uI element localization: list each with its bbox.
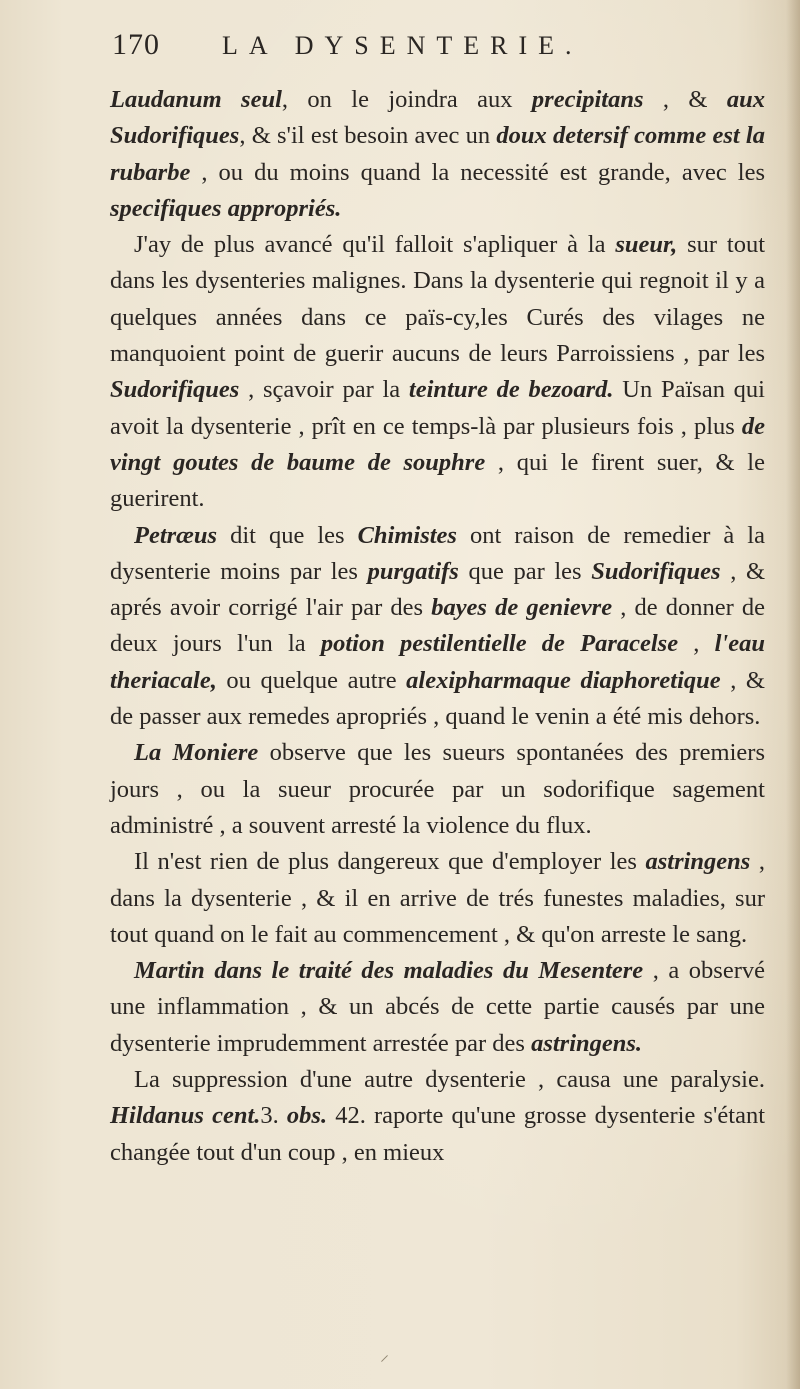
italic-text: Laudanum seul [110,86,282,113]
italic-text: astringens. [531,1029,643,1057]
text-segment: , qui le firent suer, & le guerirent. [110,448,765,513]
text-segment: dit que les [217,521,358,549]
page-edge-shadow [786,0,800,1389]
italic-text: astringens [645,848,751,876]
text-segment: , sçavoir par la [239,376,409,404]
text-segment: 42. raporte qu'une grosse dysenterie s'étant changée tout d'un coup , en mieux [110,1102,766,1166]
paragraph [110,953,765,1062]
text-segment: ou quelque autre [216,666,407,694]
paragraph [110,518,765,736]
italic-text: Petræus [134,521,218,549]
paragraph [110,82,765,227]
text-segment: La suppression d'une autre dysenterie , causa une paralysie. [134,1066,765,1094]
text-segment: , a observé une inflammation , & un abcés de cette partie causés par une dysenterie imprudemment arrestée par des [110,957,765,1057]
italic-text: teinture de bezoard. [408,376,614,404]
body-text [110,82,765,1171]
italic-text: doux detersif comme est la rubarbe [110,122,765,186]
italic-text: Hildanus cent. [110,1102,261,1130]
text-segment: Il n'est rien de plus dangereux que d'employer les [134,848,646,876]
text-segment: , & de passer aux remedes apropriés , quand le venin a été mis dehors. [110,666,765,731]
text-segment: observe que les sueurs spontanées des premiers jours , ou la sueur procurée par un sodorifique sagement administré , a souvent arresté la violence du flux. [110,739,765,839]
italic-text: purgatifs [367,557,459,585]
italic-text: sueur, [615,231,678,259]
text-segment: , [678,630,715,658]
italic-text: alexipharmaque diaphoretique [406,666,721,694]
text-segment: , ou du moins quand la necessité est grande, avec les [190,158,765,186]
text-segment: , dans la dysenterie , & il en arrive de trés funestes maladies, sur tout quand on le fait au commencement , & qu'on arreste le sang. [110,848,765,948]
italic-text: La Moniere [134,739,259,767]
text-segment: , & s'il est besoin avec un [239,122,497,150]
text-segment: , & aprés avoir corrigé l'air par des [110,557,766,622]
text-segment: J'ay de plus avancé qu'il falloit s'apliquer à la [134,231,616,259]
italic-text: bayes de genievre [431,594,613,622]
text-segment: , & [643,86,727,113]
paragraph [110,227,765,517]
text-segment: que par les [458,557,592,585]
italic-text: potion pestilentielle de Paracelse [320,630,679,658]
italic-text: Chimistes [357,521,457,549]
text-segment: sur tout dans les dysenteries malignes. Dans la dysenterie qui regnoit il y a quelques années dans ce païs-cy,les Curés des vilages ne manquoient point de guerir aucuns de leurs Parroissiens , par les [110,231,765,368]
italic-text: Sudorifiques [591,557,721,585]
italic-text: aux Sudorifiques [110,86,766,150]
running-title: LA DYSENTERIE. [222,31,583,60]
paragraph [110,1062,765,1171]
page-header [112,28,672,72]
italic-text: Martin dans le traité des maladies du Mesentere [134,957,644,985]
text-segment: Un Païsan qui avoit la dysenterie , prît en ce temps-là par plusieurs fois , plus [110,376,765,440]
italic-text: precipitans [531,86,644,113]
italic-text: specifiques appropriés. [110,194,342,222]
text-segment: , de donner de deux jours l'un la [110,594,765,658]
text-segment: , on le joindra aux [281,86,532,113]
paragraph [110,735,765,844]
italic-text: l'eau theriacale, [110,630,765,694]
page-number: 170 [112,28,160,61]
italic-text: obs. [286,1102,328,1130]
ink-mark: ⸍ [380,1352,389,1373]
text-segment: 3. [260,1102,287,1130]
text-segment: ont raison de remedier à la dysenterie moins par les [110,521,765,585]
paragraph [110,844,765,953]
italic-text: de vingt goutes de baume de souphre [110,412,765,476]
italic-text: Sudorifiques [110,376,240,404]
